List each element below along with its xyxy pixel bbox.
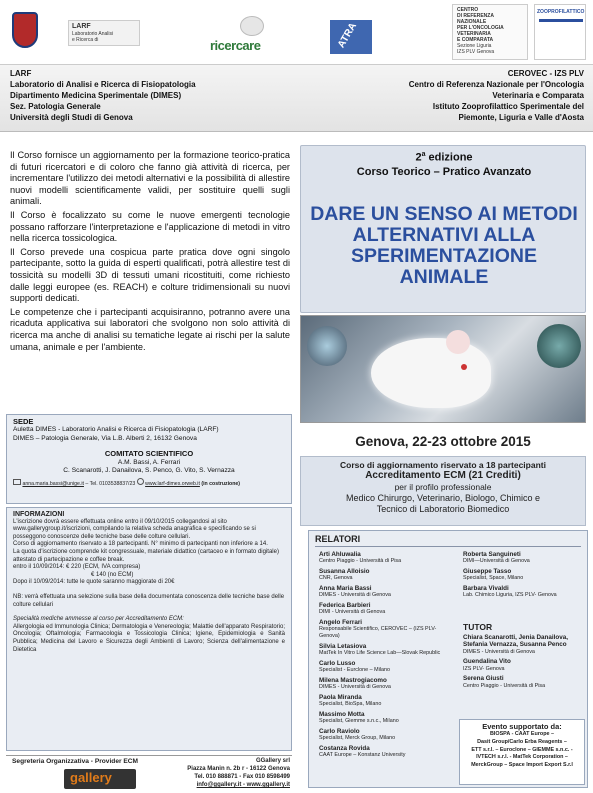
speaker-name: Susanna Alloisio xyxy=(319,568,370,575)
info-paragraph: L'iscrizione dovrà essere effettuata online entro il 09/10/2015 collegandosi al sito www.gallerygroup.it/iscrizioni, compilando la relativa scheda anagrafica e specificando se si posseggono conoscenze delle tecniche base delle colture cellulari. xyxy=(13,518,256,540)
tutor-item xyxy=(463,658,585,672)
info-paragraph: La quota d'iscrizione comprende kit congressuale, materiale didattico (cartaceo e in formato digitale) attestato di partecipazione e coffee break. xyxy=(13,548,279,563)
sponsor-line: IVTECH s.r.l. - MatTek Corporation – xyxy=(476,754,568,761)
comitato-line: A.M. Bassi, A. Ferrari xyxy=(117,458,181,466)
speaker-aff: CAAT Europe – Konstanz University xyxy=(319,752,406,758)
intro-paragraph: Il Corso è focalizzato su come le nuove emergenti tecnologie possano rafforzare l'interpretazione e l'applicazione di metodi in vitro nella ricerca tossicologica. xyxy=(10,209,290,244)
relatori-heading: RELATORI xyxy=(315,534,361,544)
ricercare-text: ricercare xyxy=(210,38,261,53)
speaker-aff: Specialist - Eurclone – Milano xyxy=(319,667,391,673)
speaker-aff: Centro Piaggio - Università di Pisa xyxy=(319,558,402,565)
cerovec-line: CENTRO xyxy=(457,7,479,13)
course-line: Corso di aggiornamento riservato a 18 partecipanti xyxy=(340,460,546,470)
cerovec-line: PER L'ONCOLOGIA xyxy=(457,25,504,31)
header-left xyxy=(10,68,270,123)
tutor-heading: TUTOR xyxy=(463,622,493,632)
speaker-name: Costanza Rovida xyxy=(319,744,370,752)
relatori-left-col xyxy=(319,551,455,762)
profile-line: Medico Chirurgo, Veterinario, Biologo, Chimico e xyxy=(345,493,541,503)
mouse-eye-icon xyxy=(461,364,467,370)
header-band xyxy=(0,64,593,132)
web-icon xyxy=(137,478,144,485)
speaker-aff: Specialist, Giemme s.n.c., Milano xyxy=(319,718,399,724)
speaker-aff: MatTek In Vitro Life Science Lab—Slovak Republic xyxy=(319,650,441,656)
comitato-tel: – Tel. 0103538837/23 xyxy=(85,481,136,488)
speaker xyxy=(319,551,455,565)
header-right-line: Istituto Zooprofilattico Sperimentale del xyxy=(432,102,584,111)
segreteria xyxy=(6,755,292,791)
header-left-line: Dipartimento Medicina Sperimentale (DIMES) xyxy=(10,91,182,100)
gallery-company: GGallery srl xyxy=(255,758,290,764)
mouse-icon xyxy=(240,16,264,36)
speaker xyxy=(319,677,455,691)
header-left-line: Università degli Studi di Genova xyxy=(10,113,133,122)
intro-paragraph: Le competenze che i partecipanti acquisiranno, potranno avere una ricaduta applicativa sui laboratori che svolgono non solo attività di ricerca ma anche di analisi su tematiche legate ai rischi per la salute umana, animale e per l'ambiente. xyxy=(10,306,290,352)
speaker xyxy=(319,602,455,616)
cerovec-line: NAZIONALE xyxy=(457,19,487,25)
speaker-name: Massimo Motta xyxy=(319,710,365,718)
info-paragraph: Corso di aggiornamento riservato a 18 partecipanti. N° minimo di partecipanti non inferiore a 14. xyxy=(13,541,268,548)
cerovec-logo xyxy=(452,4,528,60)
cerovec-line: E COMPARATA xyxy=(457,37,494,43)
segreteria-heading: Segreteria Organizzativa - Provider ECM xyxy=(12,758,139,765)
profile-line: per il profilo professionale xyxy=(394,482,492,492)
ecm-line: Accreditamento ECM (21 Crediti) xyxy=(365,470,521,481)
cerovec-line: Sezione Liguria xyxy=(457,43,492,49)
header-left-line: LARF xyxy=(10,69,32,78)
sede-line: DIMES – Patologia Generale, Via L.B. Alberti 2, 16132 Genova xyxy=(13,434,197,442)
speaker xyxy=(319,619,455,640)
cerovec-line: DI REFERENZA xyxy=(457,13,494,19)
gallery-logo xyxy=(64,769,136,789)
speaker-name: Arti Ahluwalia xyxy=(319,551,361,558)
speaker-name: Silvia Letasiova xyxy=(319,642,367,650)
tutor-aff: Centro Piaggio - Università di Pisa xyxy=(463,682,546,689)
mouse-photo xyxy=(300,315,586,423)
larf-logo-line: Laboratorio Analisi xyxy=(72,31,114,37)
header-right xyxy=(330,68,584,123)
tutor-name: Serena Giusti xyxy=(463,675,504,683)
speaker xyxy=(319,643,455,657)
mouse-ear-icon xyxy=(446,330,470,354)
relatori-panel xyxy=(308,530,588,788)
tutor-aff: IZS PLV- Genova xyxy=(463,665,505,672)
speaker-aff: DIMES - Università di Genova xyxy=(319,592,391,599)
speaker xyxy=(319,711,455,725)
comitato-line: C. Scanarotti, J. Danailova, S. Penco, G. Vito, S. Vernazza xyxy=(63,467,235,475)
tutor-item xyxy=(463,634,585,655)
cerovec-line: IZS PLV Genova xyxy=(457,49,495,55)
info-heading: INFORMAZIONI xyxy=(13,511,65,518)
tutor-section xyxy=(463,622,585,692)
edition xyxy=(301,151,587,164)
edition-word: edizione xyxy=(425,151,473,164)
larf-logo xyxy=(68,20,140,46)
speaker-aff: Specialist, Merck Group, Milano xyxy=(319,735,396,741)
sponsor-line: ETT s.r.l. – Euroclone – GIEMME s.n.c. - xyxy=(471,746,573,753)
larf-logo-line: LARF xyxy=(72,23,91,30)
speaker-name: Angelo Ferrari xyxy=(319,619,363,626)
speaker-name: Carlo Raviolo xyxy=(319,727,360,735)
comitato-heading: COMITATO SCIENTIFICO xyxy=(104,449,194,459)
relatori-right-col xyxy=(463,551,585,602)
mouse-body-icon xyxy=(371,338,491,408)
speaker-name: Anna Maria Bassi xyxy=(319,585,372,592)
header-left-line: Sez. Patologia Generale xyxy=(10,102,101,111)
larf-logo-line: e Ricerca di xyxy=(72,37,99,43)
intro-paragraph: Il Corso prevede una cospicua parte pratica dove ogni singolo partecipante, sotto la guida di esperti qualificati, potrà allestire test di tossicità su modelli 3D di tessuti umani ricostituiti, come richiesto dalle leggi europee (es. REACH) e colture tridimensionali su nuovi supporti dedicati. xyxy=(10,246,290,304)
sponsor-line: BIOSPA - CAAT Europe – xyxy=(490,731,554,737)
atra-logo xyxy=(330,20,372,54)
info-fee-note: Dopo il 10/09/2014: tutte le quote saranno maggiorate di 20€ xyxy=(13,579,175,586)
speaker xyxy=(319,728,455,742)
speaker-name: Giuseppe Tasso xyxy=(463,568,512,575)
cell-inset-icon xyxy=(307,326,347,366)
sponsor-line: Dasit Group/Carlo Erba Reagents – xyxy=(477,738,567,745)
speaker-aff: Responsabile Scientifico, CEROVEC – (IZS PLV-Genova) xyxy=(319,626,437,639)
speaker-aff: DIMI—Università di Genova xyxy=(463,558,530,565)
sponsor-box xyxy=(459,719,585,785)
header-right-line: Piemonte, Liguria e Valle d'Aosta xyxy=(458,113,584,122)
speaker-name: Carlo Lusso xyxy=(319,659,356,667)
header-left-line: Laboratorio di Analisi e Ricerca di Fisiopatologia xyxy=(10,80,196,89)
info-fee: entro il 10/09/2014: € 220 (ECM, IVA compresa) xyxy=(13,564,141,571)
izs-logo xyxy=(534,4,586,60)
speaker xyxy=(463,551,585,565)
intro-text xyxy=(10,150,290,355)
comitato-web[interactable]: www.larf-dimes.orweb.it xyxy=(145,481,200,488)
izs-bar-icon xyxy=(539,19,583,22)
speaker-aff: Specialist, BioSpa, Milano xyxy=(319,701,382,707)
intro-paragraph: Il Corso fornisce un aggiornamento per la formazione teorico-pratica di futuri ricercatori e di coloro che fanno già attività di ricerca, per incrementare l'utilizzo dei metodi alternativi e la possibilità di allestire nuovi modelli scientificamente validi, per sostituire quelli sugli animali. xyxy=(10,150,290,207)
edition-sup: a xyxy=(421,151,426,158)
place-date: Genova, 22-23 ottobre 2015 xyxy=(355,434,531,449)
speaker xyxy=(319,568,455,582)
speaker xyxy=(463,585,585,599)
gallery-tel: Tel. 010 888871 - Fax 010 8598499 xyxy=(194,774,290,780)
edition-number: 2 xyxy=(415,151,422,164)
comitato-web-note: (in costruzione) xyxy=(201,481,240,488)
speaker xyxy=(319,660,455,674)
title-panel xyxy=(300,145,586,313)
atra-text: ATRA xyxy=(335,21,360,50)
tutor-name: Chiara Scanarotti, Jenia Danailova, Stefania Vernazza, Susanna Penco xyxy=(463,634,568,649)
logo-strip xyxy=(0,0,593,64)
speaker xyxy=(319,745,455,759)
cell-inset-icon xyxy=(537,324,581,368)
speaker xyxy=(463,568,585,582)
tutor-aff: DIMES - Università di Genova xyxy=(463,648,535,655)
sponsor-heading: Evento supportato da: xyxy=(482,722,562,731)
info-specialita-heading: Specialità mediche ammesse al corso per Accreditamento ECM: xyxy=(13,616,184,623)
speaker-name: Federica Barbieri xyxy=(319,602,371,609)
header-right-line: Centro di Referenza Nazionale per l'Oncologia xyxy=(408,80,584,89)
gallery-logo-text: gallery xyxy=(70,770,112,785)
profile-line: Tecnico di Laboratorio Biomedico xyxy=(376,504,510,514)
speaker-name: Paola Miranda xyxy=(319,693,362,701)
speaker xyxy=(319,694,455,708)
tutor-name: Guendalina Vito xyxy=(463,658,511,666)
info-nb: NB: verrà effettuata una selezione sulla base della documentata conoscenza delle tecniche base delle colture cellulari xyxy=(13,593,285,608)
speaker-aff: CNR, Genova xyxy=(319,575,353,582)
gallery-email-web[interactable]: info@ggallery.it - www.ggallery.it xyxy=(196,782,290,788)
speaker-aff: Specialist, Space, Milano xyxy=(463,575,524,582)
izs-text: ZOOPROFILATTICO xyxy=(537,9,585,15)
info-fee: € 140 (no ECM) xyxy=(91,571,134,578)
header-right-line: CEROVEC - IZS PLV xyxy=(507,69,584,78)
gallery-address: Piazza Manin n. 2b r - 16122 Genova xyxy=(187,766,290,772)
email-icon xyxy=(13,479,21,485)
main-title: DARE UN SENSO AI METODI ALTERNATIVI ALLA SPERIMENTAZIONE ANIMALE xyxy=(310,203,578,288)
course-box xyxy=(300,456,586,526)
speaker-aff: DIMES - Università di Genova xyxy=(319,684,391,690)
relatori-divider xyxy=(315,546,581,547)
sede-heading: SEDE xyxy=(13,417,34,426)
speaker-aff: Lab. Chimico Liguria, IZS PLV- Genova xyxy=(463,592,557,599)
header-right-line: Veterinaria e Comparata xyxy=(492,91,584,100)
sede-line: Auletta DIMES - Laboratorio Analisi e Ricerca di Fisiopatologia (LARF) xyxy=(13,426,219,434)
comitato-email[interactable]: anna.maria.bassi@unige.it xyxy=(22,481,84,488)
speaker xyxy=(319,585,455,599)
speaker-name: Roberta Sanguineti xyxy=(463,551,521,558)
comitato-contacts xyxy=(13,478,285,489)
subtitle: Corso Teorico – Pratico Avanzato xyxy=(356,166,532,178)
cerovec-line: VETERINARIA xyxy=(457,31,491,37)
info-specialita: Allergologia ed Immunologia Clinica; Dermatologia e Venereologia; Malattie dell'apparato Respiratorio; Oncologia; Oftalmologia; Farmacologia e Tossicologia Clinica; Igiene, Epidemiologia e Sanità Pubblica; Medicina del Lavoro e Sicurezza degli Ambienti di Lavoro; Scienza dell'alimentazione e Dietetica xyxy=(13,623,285,653)
speaker-aff: DIMI - Università di Genova xyxy=(319,609,386,616)
unige-crest-icon xyxy=(12,12,38,48)
sponsor-line: MerckGroup – Space Import Export S.r.l xyxy=(471,762,573,769)
sede-panel xyxy=(6,414,292,504)
speaker-name: Barbara Vivaldi xyxy=(463,585,509,592)
speaker-name: Milena Mastrogiacomo xyxy=(319,676,387,684)
ricercare-logo xyxy=(210,16,300,60)
tutor-item xyxy=(463,675,585,689)
info-panel xyxy=(6,507,292,751)
